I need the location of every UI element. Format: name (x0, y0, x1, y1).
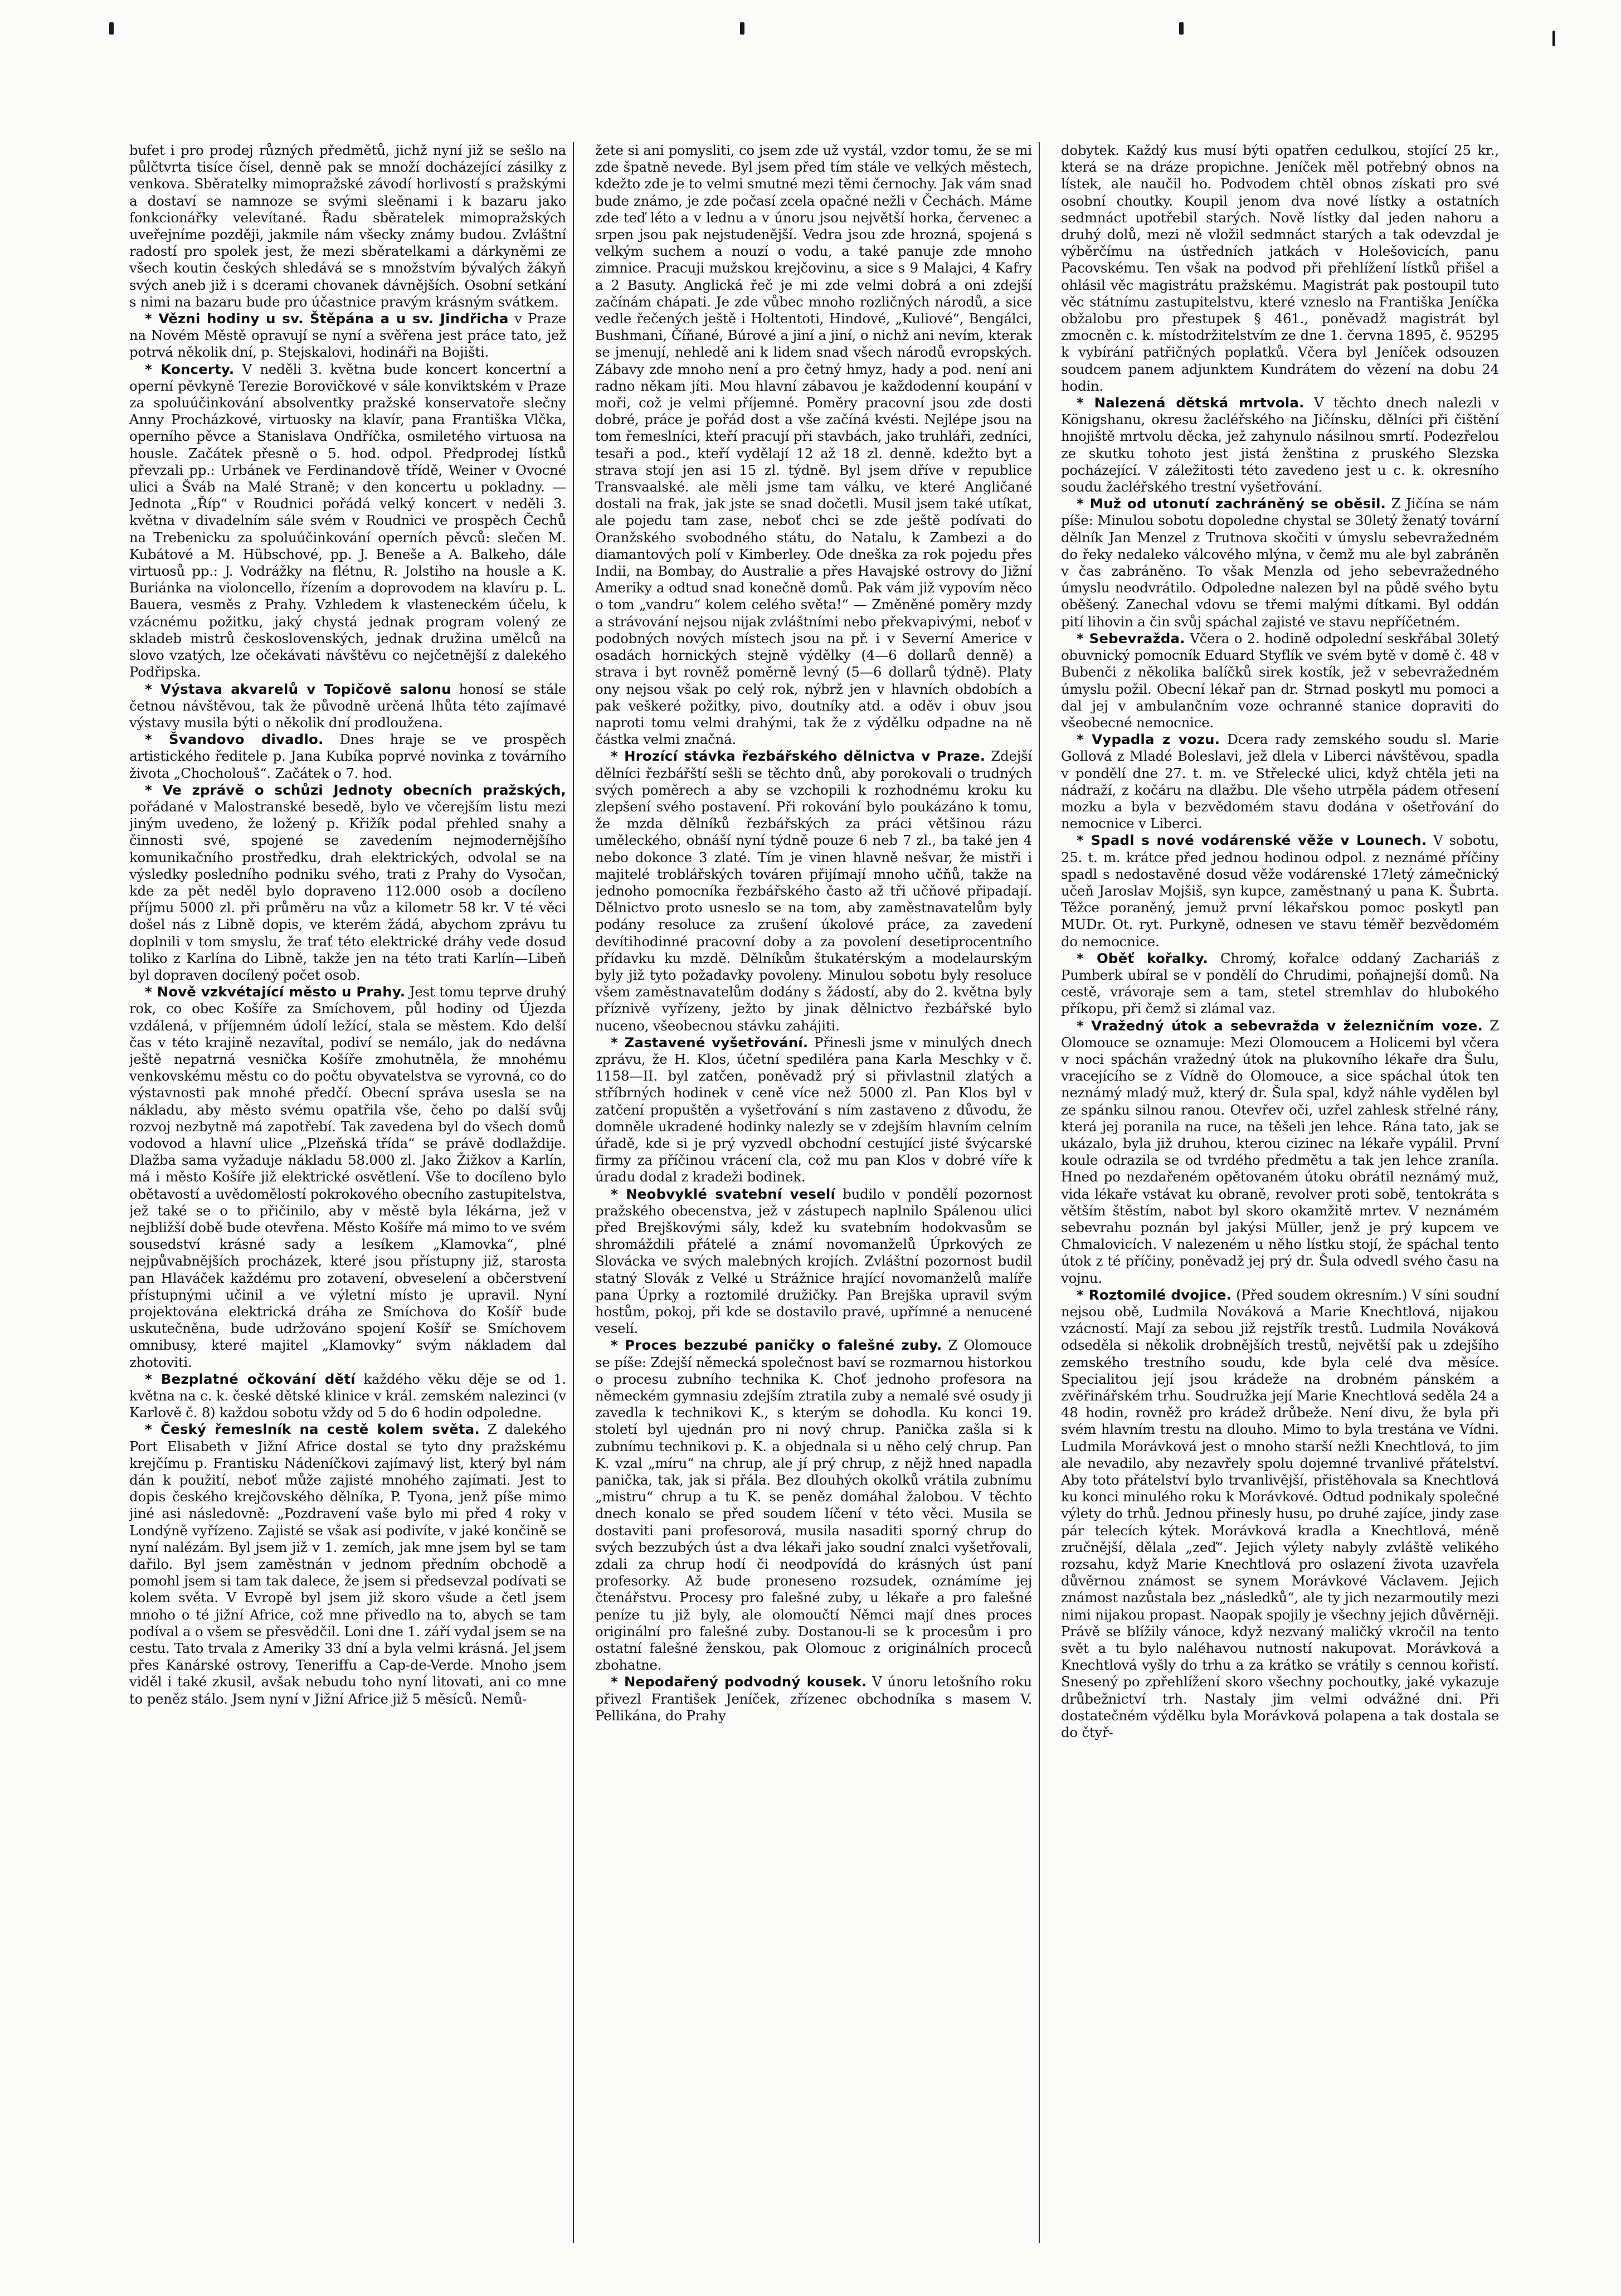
article-text: V únoru letošního roku přivezl František Jeníček, zřízenec obchodníka s masem V. Pellikána, do Prahy (595, 1674, 1032, 1724)
article-text: Z Jičína se nám píše: Minulou sobotu dopoledne chystal se 30letý ženatý tovární dělník Jan Menzel z Trutnova skočiti v úmyslu sebevražedném do řeky nedaleko válcového mlýna, v čemž mu ale byl zabráněn v čas zabráněno. To však Menzla od jeho sebevražedného úmyslu neodvrátilo. Odpoledne nalezen byl na půdě svého bytu oběšený. Zanechal vdovu se třemi malými dítkami. Byl oddán pití lihovin a čin svůj spáchal zajisté ve stavu nepříčetném. (1061, 495, 1500, 630)
binding-mark-mid-left (740, 22, 744, 35)
article-text: V neděli 3. května bude koncert koncertní a operní pěvkyně Terezie Borovičkové v sále konviktském v Praze za spoluúčinkování absolventky pražské konservatoře slečny Anny Procházkové, virtuosky na klavír, pana Františka Vlčka, operního pěvce a Stanislava Ondříčka, osmiletého virtuosa na housle. Začátek přesně o 5. hod. odpol. Předprodej lístků převzali pp.: Urbánek ve Ferdinandově třídě, Weiner v Ovocné ulici a Šváb na Malé Straně; v den koncertu u pokladny. — Jednota „Říp“ v Roudnici pořádá velký koncert v neděli 3. května v divadelním sále svém v Roudnici ve prospěch Čechů na Trebenicku za spoluúčinkování operních pěvců: slečen M. Kubátové a M. Hübschové, pp. J. Beneše a A. Balkeho, dále virtuosů pp.: J. Vodrážky na flétnu, R. Jolstiho na housle a K. Buriánka na violoncello, řízením a doprovodem na klavíru p. L. Bauera, vesměs z Prahy. Vzhledem k vlasteneckém účelu, k vzácnému požitku, jaký chystá jednak program volený ze skladeb mistrů československých, jednak družina umělců na slovo vzatých, lze očekávati návštěvu co nejčetnější z dalekého Podřipska. (129, 361, 566, 680)
article-headline: * Vražedný útok a sebevražda v železničním voze. (1077, 1017, 1483, 1034)
article-text: v Praze na Novém Městě opravují se nyní a svěřena jest práce tato, jež potrvá několik dní, p. Stejskalovi, hodináři na Bojišti. (129, 310, 566, 361)
newspaper-columns (129, 142, 1506, 2243)
article-text: honosí se stále četnou návštěvou, tak že původně určená lhůta této zajímavé výstavy musila býti o několik dní prodloužena. (129, 680, 566, 731)
article-text: Včera o 2. hodině odpolední seskřábal 30letý obuvnický pomocník Eduard Styflík ve svém bytě v domě č. 48 v Bubenči z několika balíčků sirek kostík, jež v sebevražedném úmyslu požil. Obecní lékař pan dr. Strnad poskytl mu pomoci a dal jej v ambulančním voze ochranné stanice dopraviti do všeobecné nemocnice. (1061, 630, 1499, 731)
article-paragraph (129, 731, 566, 782)
article-headline: * Nepodařený podvodný kousek. (611, 1674, 867, 1690)
article-text: V sobotu, 25. t. m. krátce před jednou hodinou odpol. z neznámé příčiny spadl s nedostavěné dosud věže vodárenské 17letý zámečnický učeň Jaroslav Mojšiš, syn kupce, zaměstnaný u pana K. Šubrta. Těžce poraněný, jemuž první lékařskou pomoc poskytl pan MUDr. Ot. ryt. Purkyně, odnesen ve stavu téměř bezvědomém do nemocnice. (1061, 832, 1499, 950)
article-headline: * Ve zprávě o schůzi Jednoty obecních pražských, (145, 781, 566, 798)
article-paragraph (129, 782, 566, 984)
article-text: (Před soudem okresním.) V síni soudní nejsou obě, Ludmila Nováková a Marie Knechtlová, nijakou vzácností. Mají za sebou již rejstřík trestů. Ludmila Nováková odseděla si několik drobnějších trestů, největší pak u zdejšího zemského trestního soudu, kde byla celé dva měsíce. Specialitou její jsou krádeže na drobném pánském a zvěřinářském trhu. Soudružka její Marie Knechtlová seděla 24 a 48 hodin, rovněž pro krádež drůbeže. Není divu, že byla při svém hlavním trestu na dlouho. Mimo to byla trestána ve Vídni. Ludmila Morávková jest o mnoho starší nežli Knechtlová, to jim ale nevadilo, aby nezavřely spolu dojemné trvanlivé přátelství. Aby toto přátelství bylo trvanlivější, přistěhovala sa Knechtlová ku konci minulého roku k Morávkové. Odtud podnikaly společné výlety do trhů. Jednou přinesly husu, po druhé zajíce, jindy zase pár telecích kýtek. Morávková kradla a Knechtlová, méně zručnější, dělala „zeď“. Jejich výlety nabyly zvláště velikého rozsahu, když Marie Knechtlová pro oslazení života uzavřela důvěrnou známost se synem Morávkové Václavem. Jejich známost nazůstala bez „následků“, ale ty jich nezarmoutily mezi nimi nijakou propast. Naopak spojily je všechny jejich důvěrněji. Právě se blížily vánoce, když nezvaný maličký vkročil na tento svět a tu bylo naléhavou nutností nakupovat. Morávková a Knechtlová vyšly do trhu a za krátko se vrátily s cennou kořistí. Snesený po zpřehlížení skoro všechny pochoutky, jaké vykazuje drůbežnictví trh. Nastaly jim velmi odvážné dni. Při dostatečném výdělku byla Morávková polapena a tak dostala se do čtyř- (1061, 1286, 1500, 1741)
article-headline: * Zastavené vyšetřování. (611, 1034, 809, 1050)
article-headline: * Proces bezzubé paničky o falešné zuby. (611, 1337, 942, 1354)
article-headline: * Roztomilé dvojice. (1077, 1286, 1232, 1303)
article-text: Chromý, kořalce oddaný Zachariáš z Pumberk ubíral se v pondělí do Chrudimi, poňajnejší domů. Na cestě, vrávoraje sem a tam, stetel stremhlav do hlubokého příkopu, při čemž si zlámal vaz. (1061, 950, 1499, 1017)
article-headline: * Švandovo divadlo. (145, 731, 324, 748)
article-paragraph (595, 1186, 1032, 1337)
article-text: Z Olomouce se oznamuje: Mezi Olomoucem a Holicemi byl včera v noci spáchán vražedný útok na plukovního lékaře dra Šulu, vracejícího se z Vídně do Olomouce, a sice spáchal útok ten neznámý mladý muž, který dr. Šula spal, když náhle vydělen byl ze spánku silnou ranou. Otevřev oči, uzřel zahlesk střelné rány, která jej poranila na ruce, na těšeli jen lehce. Rána tato, jak se ukázalo, byla již druhou, kterou cizinec na lékaře vypálil. První koule odrazila se od tvrdého předmětu a tak jen lehce zraníla. Hned po nezdařeném opětovaném útoku obrátil neznámý muž, vida lékaře vstávat ku obraně, revolver proti sobě, tentokráta s větším štěstím, nabot byl skoro okamžitě mrtev. V neznámém sebevrahu poznán byl jakýsi Müller, jenž je prý kupcem ve Chmalovicích. V nalezeném u něho lístku stojí, že spáchal tento útok z té příčiny, poněvadž jej prý dr. Šula odvedl svého času na vojnu. (1061, 1017, 1499, 1286)
binding-mark-right (1552, 31, 1555, 46)
article-text: Přinesli jsme v minulých dnech zprávu, že H. Klos, účetní spediléra pana Karla Meschky v č. 1158—II. byl zatčen, poněvadž prý si přivlastnil zlatých a stříbrných hodinek v ceně více než 5000 zl. Pan Klos byl v zatčení propuštěn a vyšetřování s ním zastaveno z důvodu, že domněle ukradené hodinky nalezly se v zdejším hlavním celním úřadě, kde si je prý vyzvedl obchodní cestující jisté švýcarské firmy za příčinou vrácení cla, což mu pan Klos v dobré víře k úradu dodal z kradeži bodinek. (595, 1034, 1032, 1185)
article-headline: * Neobvyklé svatební veselí (611, 1185, 836, 1202)
article-text: Zdejší dělníci řezbářští sešli se těchto dnů, aby porokovali o trudných svých poměrech a aby se vzchopili k rozhodnému kroku ku zlepšení svého postavení. Při rokování bylo poukázáno k tomu, že mzda dělníků řezbářských za práci většinou rázu uměleckého, obnáší nyní týdně pouze 6 neb 7 zl., ba také jen 4 nebo dokonce 3 zlaté. Tím je vinen hlavně nešvar, že mistři i majitelé troblářských továren přijímají mnoho učňů, takže na jednoho pomocníka řezbářského často až tři učňové připadají. Dělnictvo proto usneslo se na tom, aby zaměstnavatelům byly podány resoluce za zrušení úkolové práce, za zavedení devítihodinné pracovní doby a za povolení desetiprocentního přídavku ku mzdě. Dělníkům štukatérským a modelaurským byly již tyto požadavky povoleny. Minulou sobotu byly resoluce všem zaměstnavatelům dodány s žádostí, aby do 2. května byly příznivě vyřízeny, ježto by jinak dělnictvo řezbářské bylo nuceno, všeobecnou stávku zahájiti. (595, 748, 1032, 1034)
article-text: Z dalekého Port Elisabeth v Jižní Africe dostal se tyto dny pražskému krejčímu p. Frantisku Nádeníčkovi zajímavý list, který byl nám dán k použití, neboť může zajisté mnohého zajímati. Jest to dopis českého krejčovského dělníka, P. Tyona, jenž píše mimo jiné asi následovně: „Pozdravení vaše bylo mi před 4 roky v Londýně vyřízeno. Zajisté se však asi podivíte, v jaké končině se nyní nalézám. Byl jsem již v 1. zemích, jak mne jsem byl se tam dařilo. Byl jsem zaměstnán v jednom předním obchodě a pomohl jsem si tam tak dalece, že jsem si předsevzal podívati se kolem světa. V Evropě byl jsem již skoro všude a četl jsem mnoho o té jižní Africe, což mne přivedlo na to, abych se tam podíval a o všem se přesvědčil. Loni dne 1. září vydal jsem se na cestu. Tato trvala z Ameriky 33 dní a byla velmi krásná. Jel jsem přes Kanárské ostrovy, Teneriffu a Cap-de-Verde. Mnoho jsem viděl i také zkusil, avšak nebudu toho nyní litovati, ani co mne to peněz stálo. Jsem nyní v Jižní Africe již 5 měsíců. Nemů- (129, 1421, 566, 1707)
article-paragraph (1061, 630, 1499, 731)
article-paragraph (1061, 395, 1499, 495)
article-paragraph (595, 1034, 1032, 1186)
article-headline: * Muž od utonutí zachráněný se oběsil. (1077, 495, 1386, 512)
article-paragraph (595, 142, 1032, 748)
article-text: každého věku děje se od 1. května na c. k. české dětské klinice v král. zemském nalezinci (v Karlově č. 8) každou sobotu vždy od 5 do 6 hodin odpoledne. (129, 1370, 567, 1421)
article-headline: * Spadl s nové vodárenské věže v Lounech. (1077, 832, 1427, 849)
binding-mark-left (109, 22, 114, 35)
column-3 (1061, 142, 1506, 2243)
article-text: Z Olomouce se píše: Zdejší německá společnost baví se rozmarnou historkou o procesu zubního technika K. Choť jednoho profesora na německém gymnasiu zdejším ztratila zuby a nemalé své osudy ji zavedla k technikovi K., s kterým se dohodla. Ku konci 19. století byl ujednán pro ni nový chrup. Panička zašla si k zubnímu technikovi p. K. a objednala si u něho celý chrup. Pan K. vzal „míru“ na chrup, ale jí prý chrup, z nějž hned napadla panička, tak, jak si přála. Bez dlouhých okolků vrátila zubnímu „mistru“ chrup a tu K. se peněz domáhal žalobou. V těchto dnech konalo se před soudem líčení v této věci. Musila se dostaviti pani profesorová, musila nasaditi sporný chrup do svých bezzubých úst a dva lékaři jako soudní znalci vyšetřovali, zdali za chrup hodí či neodpovídá do krásných úst paní profesorky. Až bude proneseno rozsudek, oznámíme jej čtenářstvu. Procesy pro falešné zuby, u lékaře a pro falešné peníze tu již byly, ale olomoučtí Němci mají dnes proces originální pro falešné zuby. Dostanou-li se k procesům i pro ostatní falešné ženskou, pak Olomouc z originálních proceců zbohatne. (595, 1337, 1032, 1674)
article-headline: * Český řemeslník na cestě kolem světa. (145, 1421, 480, 1438)
article-headline: * Oběť kořalky. (1077, 950, 1209, 966)
article-headline: * Výstava akvarelů v Topičově salonu (145, 680, 451, 697)
article-headline: * Vězni hodiny u sv. Štěpána a u sv. Jindřicha (145, 310, 509, 327)
article-text: pořádané v Malostranské besedě, bylo ve včerejším listu mezi jiným uvedeno, že ložený p. Křižík podal přehled snahy a činnosti své, spojené se zavedením nejmodernějšího komunikačního prostředku, drah elektrických, odvolal se na výsledky posledního podniku svého, trati z Prahy do Vysočan, kde za pět neděl bylo dopraveno 112.000 osob a docíleno příjmu 5000 zl. při průměru na vůz a kilometr 58 kr. V té věci došel nás z Libně dopis, ve kterém žádá, abychom zprávu tu doplnili v tom smyslu, že trať této elektrické dráhy vede dosud toliko z Karlína do Libně, takže jen na této trati Karlín—Libeň byl dopraven docílený počet osob. (129, 798, 566, 983)
article-text: V těchto dnech nalezli v Königshanu, okresu žacléřského na Jičínsku, dělníci při čištění hnojiště mrtvolu děcka, jež zahynulo násilnou smrtí. Podezřelou ze skutku tohoto jest jistá ženština z pruského Slezska pocházející. V záležitosti této zavedeno jest u c. k. okresního soudu žacléřského trestní vyšetřování. (1061, 395, 1500, 495)
article-paragraph (595, 748, 1032, 1034)
article-paragraph (1061, 1287, 1499, 1741)
article-text: Dcera rady zemského soudu sl. Marie Gollová z Mladé Boleslavi, jež dlela v Liberci návštěvou, spadla v pondělí dne 27. t. m. ve Střelecké ulici, když chtěla jeti na nádraží, z kočáru na dlažbu. Dle všeho utrpěla pádem otřesení mozku a byla v bezvědomém stavu dodána v ošetřování do nemocnice v Liberci. (1061, 731, 1499, 832)
article-headline: * Koncerty. (145, 361, 235, 377)
article-paragraph (595, 1674, 1032, 1724)
article-paragraph (1061, 1018, 1499, 1287)
article-paragraph (1061, 495, 1499, 630)
article-paragraph (129, 361, 566, 681)
article-text: dobytek. Každý kus musí býti opatřen cedulkou, stojící 25 kr., která se na dráze propichne. Jeníček měl potřebný obnos na lístek, ale naučil ho. Podvodem chtěl obnos získati pro své osobní choutky. Koupil jenom dva nové lístky a ostatních sedmnáct upotřebil starých. Nově lístky dal jeden nahoru a druhý dolů, mezi ně vložil sedmnáct starých a tak odevzdal je výběrčímu na ústředních jatkách v Holešovicích, panu Pacovskému. Ten však na podvod při přehlížení lístků přišel a ohlásil věc magistrátu pražskému. Magistrát pak postoupil tuto věc státnímu zastupitelstvu, které vzneslo na Františka Jeníčka obžalobu pro přestupek § 461., poněvadž magistrát byl zmocněn c. k. místodržitelstvím ze dne 1. června 1895, č. 95295 k vybírání patřičných poplatků. Včera byl Jeníček odsouzen soudcem panem adjunktem Kundrátem do vězení na dobu 24 hodin. (1061, 142, 1499, 394)
article-headline: * Sebevražda. (1077, 630, 1185, 646)
article-headline: * Nově vzkvétající město u Prahy. (145, 984, 406, 1000)
article-headline: * Bezplatné očkování dětí (145, 1370, 356, 1387)
article-paragraph (129, 1371, 566, 1422)
article-paragraph (595, 1337, 1032, 1674)
column-2 (595, 142, 1040, 2243)
article-text: žete si ani pomysliti, co jsem zde už vystál, vzdor tomu, že se mi zde špatně nevede. Byl jsem před tím stále ve velkých městech, kdežto zde je to velmi smutné mezi těmi černochy. Jak vám snad bude známo, je zde počasí zcela opačné nežli v Čechách. Máme zde teď léto a v lednu a v únoru jsou největší horka, červenec a srpen jsou pak nejstudenější. Vedra jsou zde hrozná, spojená s velkým suchem a nouzí o vodu, a také panuje zde mnoho zimnice. Pracuji mužskou krejčovinu, a sice s 9 Malajci, 4 Kafry a 2 Basuty. Anglická řeč je mi zde velmi dobrá a oni zdejší začínám chápati. Je zde vůbec mnoho rozličných národů, a sice vedle řečených ještě i Holtentoti, Hindové, „Kuliové“, Bengálci, Bushmani, Číňané, Búrové a jiní a jiní, o nichž ani nevím, kterak se jmenují, nehledě ani k lidem snad všech národů evropských. Zábavy zde mnoho není a pro četný hmyz, hady a pod. není ani radno někam jíti. Mou hlavní zábavou je každodenní koupání v moři, což je velmi příjemné. Poměry pracovní jsou zde dosti dobré, práce je pořád dost a vše začíná kvésti. Nejlépe jsou na tom řemeslníci, kteří pracují při stavbách, jako truhláři, zedníci, tesaři a pod., kteří vydělají 12 až 18 zl. denně. kdežto byt a strava stojí jen asi 15 zl. týdně. Byl jsem dříve v republice Transvaalské. ale měli jsme tam válku, ve které Angličané dostali na frak, jak jste se snad dočetli. Musil jsem také utíkat, ale pojedu tam zase, neboť chci se zde ještě podívati do Oranžského svobodného státu, do Natalu, k Zambezi a do diamantových polí v Kimberley. Ode dneška za rok pojedu přes Indii, na Bombay, do Australie a přes Havajské ostrovy do Jižní Ameriky a odtud snad konečně domů. Pak vám již vypovím něco o tom „vandru“ kolem celého světa!“ — Změněné poměry mzdy a strávování nejsou nijak zvláštními nebo překvapivými, neboť v podobných nových místech jsou na př. i v Severní Americe v osadách hornických stejně výdělky (4—6 dollarů denně) a strava i byt rovněž poměrně levný (5—6 dollarů týdně). Platy ony nejsou však po celý rok, nýbrž jen v hlavních obdobích a pak veškeré požitky, pivo, doutníky atd. a oděv i obuv jsou naproti tomu velmi drahými, tak že z výdělku odpadne na ně částka velmi značná. (595, 142, 1032, 748)
article-text: bufet i pro prodej různých předmětů, jichž nyní již se sešlo na půlčtvrta tisíce čísel, denně pak se množí docházející zásilky z venkova. Sběratelky mimopražské závodí horlivostí s pražskými a dostaví se namnoze se svými sleěnami i k bazaru jako fonkcionářky velevítané. Řadu sběratelek mimopražských uveřejníme později, jakmile nám všecky známy budou. Zvláštní radostí pro spolek jest, že mezi sběratelkami a dárkyněmi ze všech koutin českých shledává se s množstvím bývalých žákyň svých aneb již i s dcerami chovanek dávnějších. Osobní setkání s nimi na bazaru bude pro účastnice pravým krásným svátkem. (129, 142, 566, 310)
article-paragraph (129, 1421, 566, 1707)
article-paragraph (1061, 832, 1499, 950)
binding-mark-mid-right (1179, 22, 1184, 35)
article-paragraph (129, 310, 566, 361)
article-headline: * Nalezená dětská mrtvola. (1077, 395, 1304, 411)
article-paragraph (129, 142, 566, 310)
article-paragraph (1061, 731, 1499, 832)
article-text: Jest tomu teprve druhý rok, co obec Košíře za Smíchovem, půl hodiny od Újezda vzdálená, v příjemném údolí ležící, stala se městem. Kdo delší čas v této krajině nezavítal, podiví se nemálo, jak do nedávna ještě nepatrná vesnička Košíře zmohutněla, že mnohému venkovskému městu co do počtu obyvatelstva se vyrovná, co do výstavnosti pak mnohé předčí. Obecní správa usesla se na nákladu, aby město svému opatřila vše, čeho po další svůj rozvoj nezbytně má zapotřebí. Tak zavedena byl do všech domů vodovod a hlavní ulice „Plzeňská třída“ se právě dodlaždije. Dlažba sama vyžaduje nákladu 58.000 zl. Jako Žižkov a Karlín, má i město Košíře již elektrické osvětlení. Vše to docíleno bylo obětavostí a uvědomělostí pokrokového obecního zastupitelstva, jež také se o to přičinilo, aby v městě byla lékárna, jež v nejbližší době bude otevřena. Město Košíře má mimo to ve svém sousedství krásné sady a lesíkem „Klamovka“, plné nejpůvabnějších procházek, které jsou přístupny již, starosta pan Hlaváček každému pro zotavení, obveselení a občerstvení přístupnými učinil a ve výletní místo je upravil. Nyní projektována elektrická dráha ze Smíchova do Košíř bude uskutečněna, bude udržováno spojení Košíř se Smíchovem omnibusy, které majitel „Klamovky“ svým nákladem dal zhotoviti. (129, 984, 566, 1370)
column-1 (129, 142, 574, 2243)
article-text: budilo v pondělí pozornost pražského obecenstva, jež v zástupech naplnilo Spálenou ulici před Brejškovými sály, kdež ku svatebním hodokvasům se shromáždili přátelé a známí novomanželů Úprkových ze Slovácka ve svých malebných krojích. Zvláštní pozornost budil statný Slovák z Velké u Strážnice hrající novomanželů malíře pana Úprky a roztomilé družičky. Pan Brejška upravil svým hostům, pokoj, při kde se dostavilo pravé, upřímné a nenucené veselí. (595, 1185, 1032, 1337)
article-headline: * Vypadla z vozu. (1077, 731, 1220, 748)
article-paragraph (1061, 950, 1499, 1018)
article-paragraph (1061, 142, 1499, 395)
article-paragraph (129, 984, 566, 1371)
article-paragraph (129, 681, 566, 732)
article-text: Dnes hraje se ve prospěch artistického ředitele p. Jana Kubíka poprvé novinka z továrního života „Chocholouš“. Začátek o 7. hod. (129, 731, 566, 781)
article-headline: * Hrozící stávka řezbářského dělnictva v Praze. (611, 748, 986, 765)
